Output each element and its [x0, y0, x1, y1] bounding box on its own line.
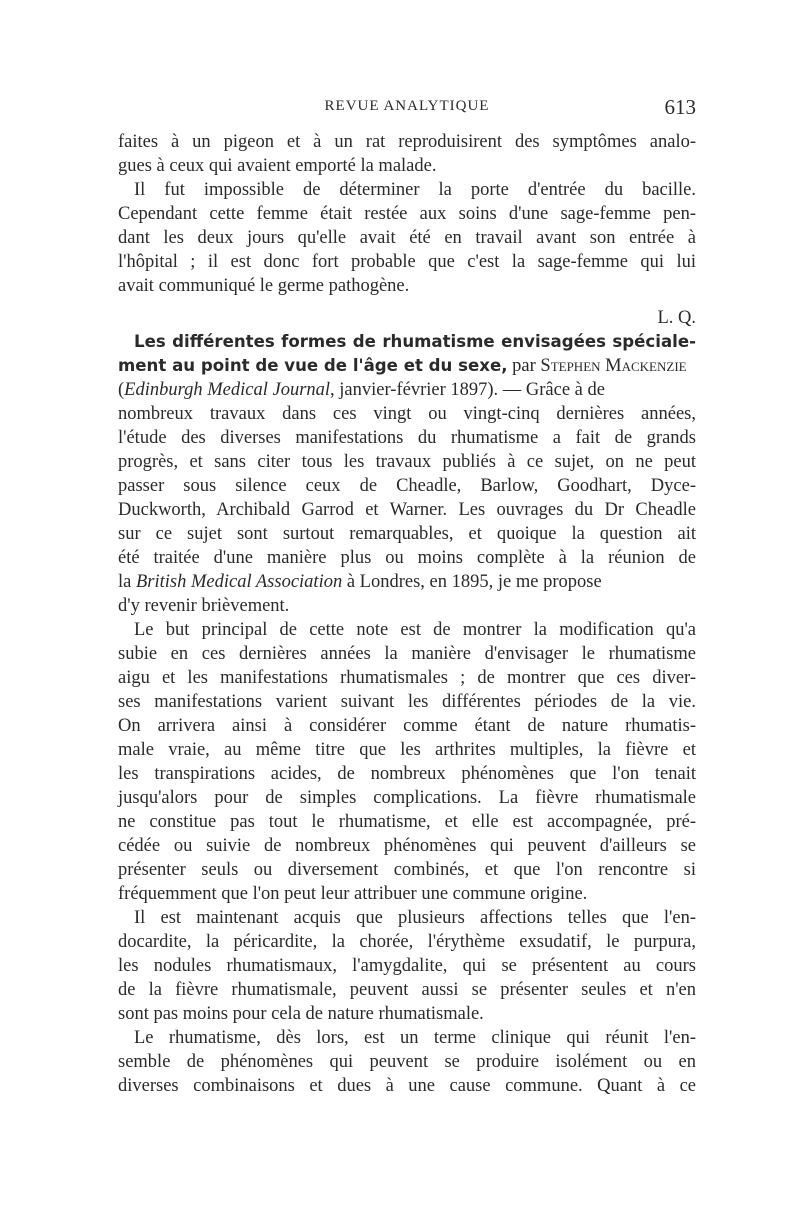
text-line: faites à un pigeon et à un rat reproduisirent des symptômes analo- — [118, 132, 696, 152]
text-line: On arrivera ainsi à considérer comme étant de nature rhumatis- — [118, 716, 696, 736]
text-line: fréquemment que l'on peut leur attribuer une commune origine. — [118, 884, 588, 904]
text-line: ses manifestations varient suivant les différentes périodes de la vie. — [118, 692, 696, 712]
running-head — [118, 95, 696, 124]
association-name: British Medical Association — [135, 572, 343, 592]
text-fragment: la — [118, 572, 136, 592]
text-line: d'y revenir brièvement. — [118, 596, 290, 616]
text-line: sont pas moins pour cela de nature rhumatismale. — [118, 1004, 484, 1024]
text-line: présenter seuls ou diversement combinés, et que l'on rencontre si — [118, 860, 696, 880]
text-line: cédée ou suivie de nombreux phénomènes qui peuvent d'ailleurs se — [118, 836, 696, 856]
text-line: les transpirations acides, de nombreux phénomènes que l'on tenait — [118, 764, 696, 784]
text-line: progrès, et sans citer tous les travaux publiés à ce sujet, on ne peut — [118, 452, 696, 472]
text-line: Duckworth, Archibald Garrod et Warner. Les ouvrages du Dr Cheadle — [118, 500, 696, 520]
citation-date: , janvier-février 1897). — Grâce à de — [330, 380, 605, 400]
text-line: semble de phénomènes qui peuvent se produire isolément ou en — [118, 1052, 696, 1072]
text-line: été traitée d'une manière plus ou moins complète à la réunion de — [118, 548, 696, 568]
text-line: aigu et les manifestations rhumatismales ; de montrer que ces diver- — [118, 668, 696, 688]
text-line: nombreux travaux dans ces vingt ou vingt-cinq dernières années, — [118, 404, 696, 424]
article-title-line-2 — [118, 354, 696, 378]
page-number: 613 — [664, 95, 696, 119]
text-fragment: à Londres, en 1895, je me propose — [342, 572, 602, 592]
text-line: ne constitue pas tout le rhumatisme, et elle est accompagnée, pré- — [118, 812, 696, 832]
text-line: jusqu'alors pour de simples complications. La fièvre rhumatismale — [118, 788, 696, 808]
text-line: Il est maintenant acquis que plusieurs affections telles que l'en- — [134, 908, 696, 928]
text-line: les nodules rhumatismaux, l'amygdalite, qui se présentent au cours — [118, 956, 696, 976]
text-line: Le but principal de cette note est de montrer la modification qu'a — [134, 620, 696, 640]
text-line: l'hôpital ; il est donc fort probable que c'est la sage-femme qui lui — [118, 252, 696, 272]
text-line: docardite, la péricardite, la chorée, l'érythème exsudatif, le purpura, — [118, 932, 696, 952]
text-line: gues à ceux qui avaient emporté la malade. — [118, 156, 437, 176]
text-line: dant les deux jours qu'elle avait été en travail avant son entrée à — [118, 228, 696, 248]
text-line: diverses combinaisons et dues à une cause commune. Quant à ce — [118, 1076, 696, 1096]
text-line: de la fièvre rhumatismale, peuvent aussi se présenter seules et n'en — [118, 980, 696, 1000]
signature: L. Q. — [657, 308, 696, 328]
article-title-line-1 — [134, 330, 696, 354]
text-line: avait communiqué le germe pathogène. — [118, 276, 410, 296]
article-title: Les différentes formes de rhumatisme envisagées spéciale- — [134, 332, 696, 351]
citation-line — [118, 378, 696, 402]
journal-title: Edinburgh Medical Journal — [124, 380, 331, 400]
author: Stephen Mackenzie — [540, 356, 687, 376]
by-text: par — [507, 356, 541, 376]
text-line: sur ce sujet sont surtout remarquables, et quoique la question ait — [118, 524, 696, 544]
article-title-cont: ment au point de vue de l'âge et du sexe, — [118, 356, 508, 375]
running-title: REVUE ANALYTIQUE — [324, 98, 490, 114]
text-line: passer sous silence ceux de Cheadle, Barlow, Goodhart, Dyce- — [118, 476, 696, 496]
text-line-association — [118, 570, 696, 594]
text-line: Cependant cette femme était restée aux soins d'une sage-femme pen- — [118, 204, 696, 224]
text-line: male vraie, au même titre que les arthrites multiples, la fièvre et — [118, 740, 696, 760]
text-line: Le rhumatisme, dès lors, est un terme clinique qui réunit l'en- — [134, 1028, 696, 1048]
open-paren: ( — [118, 380, 125, 400]
text-line: Il fut impossible de déterminer la porte d'entrée du bacille. — [134, 180, 696, 200]
text-line: l'étude des diverses manifestations du rhumatisme a fait de grands — [118, 428, 696, 448]
text-line: subie en ces dernières années la manière d'envisager le rhumatisme — [118, 644, 696, 664]
